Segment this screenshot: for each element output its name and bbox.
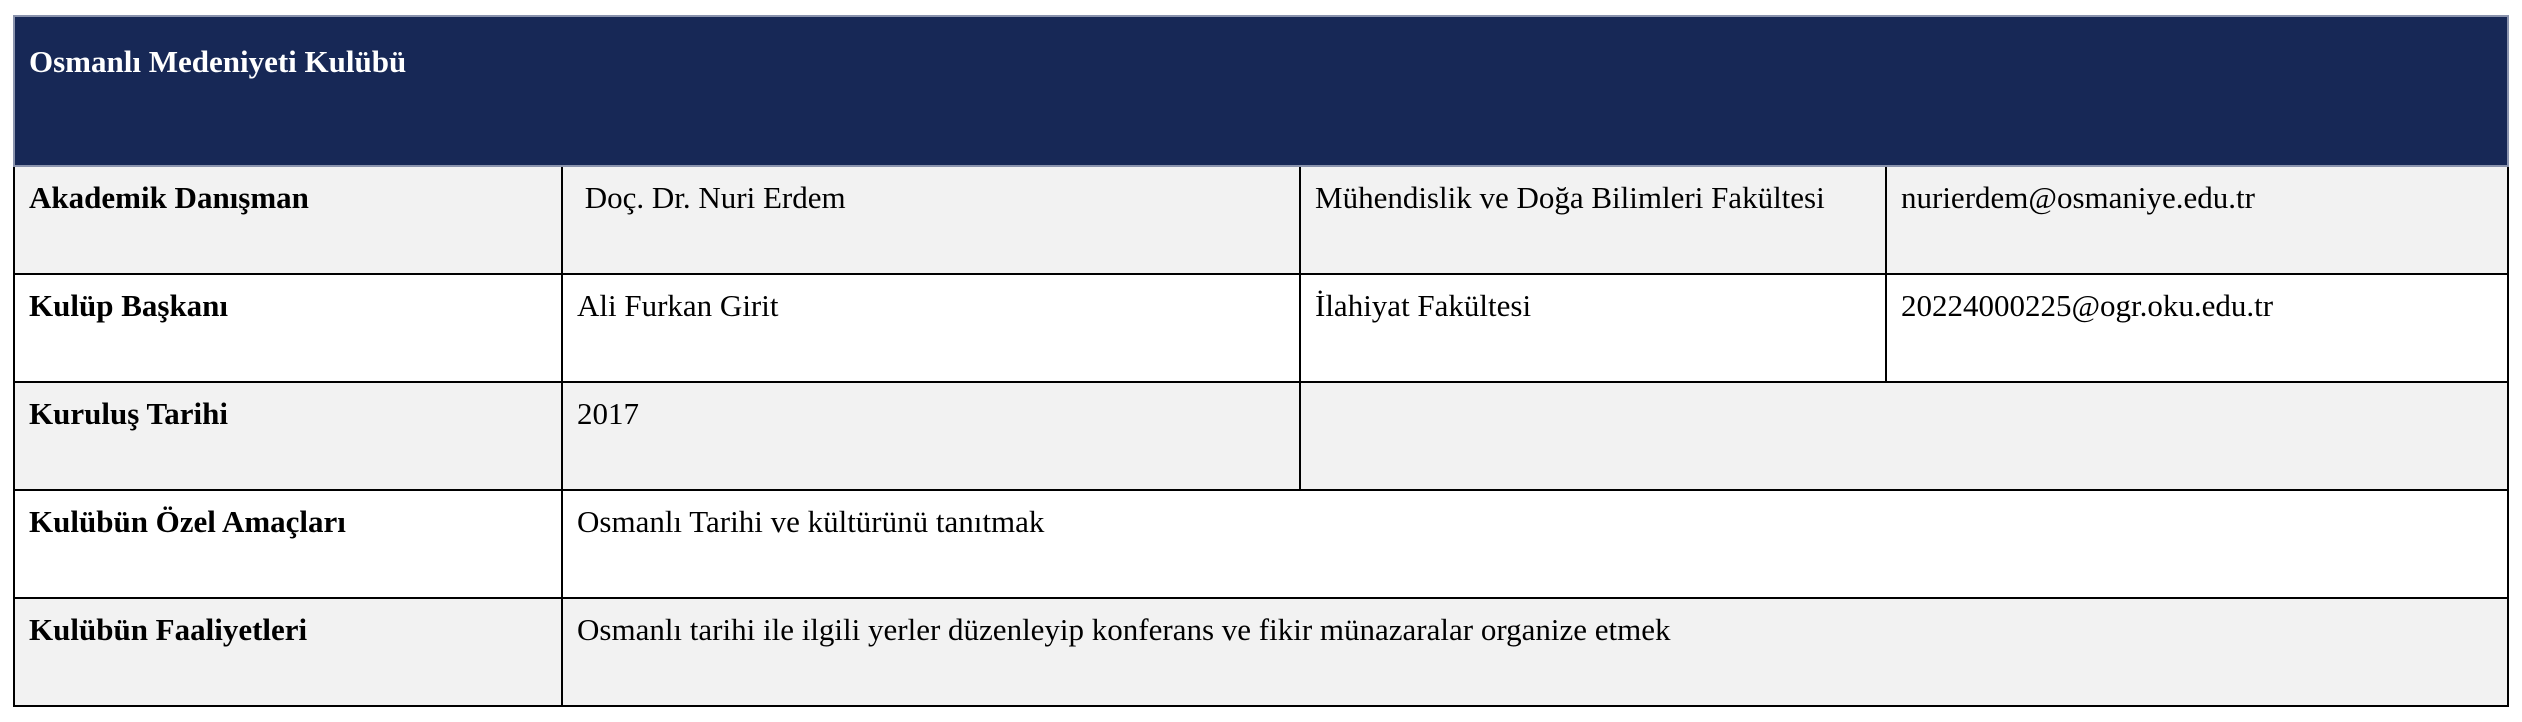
advisor-label: Akademik Danışman xyxy=(14,166,562,274)
advisor-email: nurierdem@osmaniye.edu.tr xyxy=(1886,166,2508,274)
header-row xyxy=(14,16,2508,166)
president-row xyxy=(14,274,2508,382)
club-info-table xyxy=(13,15,2509,707)
activities-label: Kulübün Faaliyetleri xyxy=(14,598,562,706)
activities-value: Osmanlı tarihi ile ilgili yerler düzenleyip konferans ve fikir münazaralar organize etmek xyxy=(562,598,2508,706)
president-label: Kulüp Başkanı xyxy=(14,274,562,382)
goals-row xyxy=(14,490,2508,598)
advisor-faculty: Mühendislik ve Doğa Bilimleri Fakültesi xyxy=(1300,166,1886,274)
goals-value: Osmanlı Tarihi ve kültürünü tanıtmak xyxy=(562,490,2508,598)
president-email: 20224000225@ogr.oku.edu.tr xyxy=(1886,274,2508,382)
president-faculty: İlahiyat Fakültesi xyxy=(1300,274,1886,382)
activities-row xyxy=(14,598,2508,706)
founding-date-empty-cell xyxy=(1300,382,2508,490)
founding-date-row xyxy=(14,382,2508,490)
goals-label: Kulübün Özel Amaçları xyxy=(14,490,562,598)
founding-date-value: 2017 xyxy=(562,382,1300,490)
advisor-name: Doç. Dr. Nuri Erdem xyxy=(562,166,1300,274)
president-name: Ali Furkan Girit xyxy=(562,274,1300,382)
founding-date-label: Kuruluş Tarihi xyxy=(14,382,562,490)
advisor-row xyxy=(14,166,2508,274)
club-title: Osmanlı Medeniyeti Kulübü xyxy=(14,16,2508,166)
